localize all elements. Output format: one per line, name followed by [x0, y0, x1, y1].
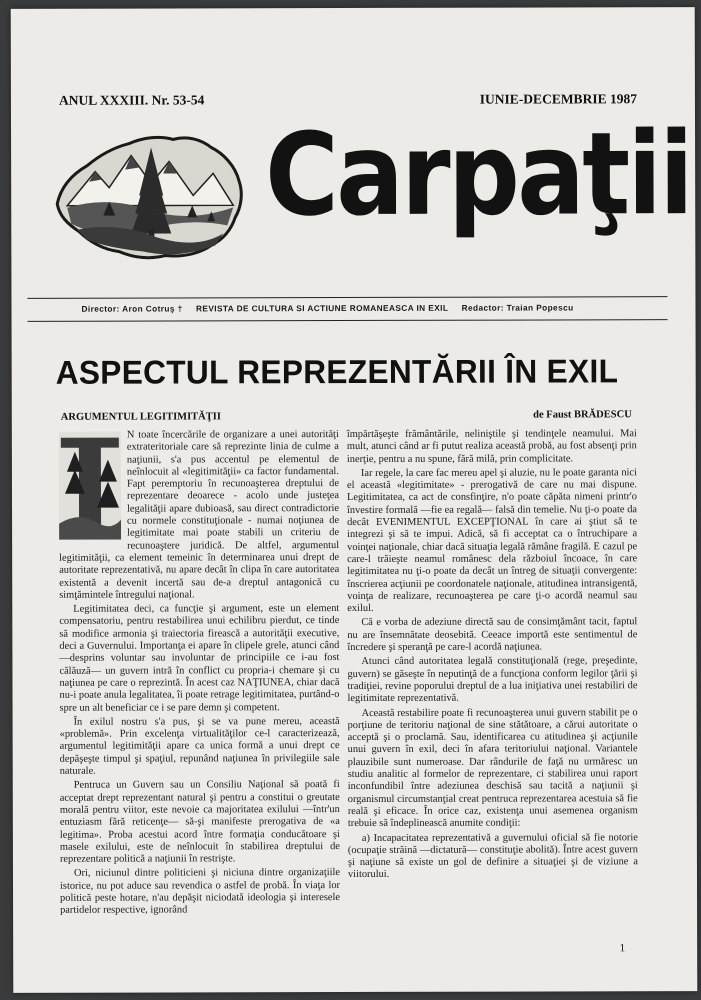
- masthead-bottom-rule: [28, 319, 668, 322]
- masthead-top-rule: [27, 296, 667, 299]
- issue-date: IUNIE-DECEMBRIE 1987: [479, 91, 637, 107]
- paragraph: În exilul nostru s'a pus, şi se va pune mereu, această «problemă». Prin excelenţa virtualităţilor ce-l caracterizează, argumentul legitimităţii apare ca unica formă a unui drept ce depăşeşte timpul şi spaţiul, repunând naţiunea în privilegiile sale naturale.: [59, 715, 340, 777]
- director-credit: Director: Aron Cotruş †: [81, 303, 183, 314]
- paragraph: Această restabilire poate fi recunoaşterea unui guvern stabilit pe o porţiune de teritoriu naţional de sine stătătoare, a cărui autoritate o acceptă şi o proclamă. Sau, identificarea cu atitudinea şi acţiunile unui guvern în exil, deci în afara teritoriului naţional. Variantele plauzibile sunt numeroase. Dar rândurile de faţă nu urmăresc un studiu analitic al formelor de reprezentare, ci stabilirea unui raport inconfundibil între adeziunea deschisă sau tacită a naţiunii şi organismul circumstanţial creat pentruca reprezentarea acestuia să fie reală şi eficace. În orice caz, existenţa unui asemenea organism trebuie să îndeplinească anumite condiţii:: [347, 706, 638, 830]
- newspaper-page: [11, 7, 698, 993]
- paragraph: N toate încercările de organizare a unei autorităţi extrateritoriale care să reprezinte linia de culme a naţiunii, s'a pus accentul pe elementul de neînlocuit al «legitimităţii» ca factor fundamental. Fapt peremptoriu în recunoaşterea dreptului de reprezentare deoarece - acolo unde justeţea legalităţii apare dubioasă, sau direct contradictorie cu normele constituţionale - numai noţiunea de legitimitate mai poate stabili un criteriu de recunoaştere juridică. De altfel, argumentul legitimităţii, ca element temeinic în determinarea unui drept de autoritate reprezentativă, nu apare decât în clipa în care autoritatea existentă a devenit incertă sau de-a dreptul antagonică cu simţămintele întregului naţional.: [59, 429, 340, 601]
- publication-title: Carpaţii: [264, 107, 692, 242]
- paragraph: Iar regele, la care fac mereu apel şi aluzie, nu le poate garanta nici el această «legitimitate» - prerogativă de care nu mai dispune. Legitimitatea, ca act de consfinţire, n'o poate căpăta nimeni printr'o învestire formală —fie ea regală— falsă din temelie. Nu ţi-o poate da decât EVENIMENTUL EXCEPŢIONAL în care ai ştiut să te integrezi şi să te impui. Adică, să fi acceptat ca o întruchipare a voinţei naţionale, chiar dacă situaţia legală rămâne fragilă. E cazul pe care-l trăieşte neamul românesc dela războiul încoace, în care legitimitatea nu ţi-o poate da decât un întreg de situaţii convergente: înscrierea acţiunii pe coordonatele naţionale, atitudinea intransigentă, voinţa de realizare, recunoaşterea pe care ţi-o acordă neamul sau exilul.: [346, 467, 638, 615]
- article-left-column: [59, 429, 340, 919]
- forest-dropcap-illustration-icon: [59, 432, 121, 540]
- article-byline: de Faust BRĂDESCU: [533, 409, 632, 421]
- paragraph: Atunci când autoritatea legală constituţională (rege, preşedinte, guvern) se găseşte în neputinţă de a funcţiona conform legilor ţării şi tradiţiei, revine poporului dreptul de a lua iniţiativa unei restabiliri de legitimitate reprezentativă.: [347, 655, 638, 705]
- paragraph: Ori, niciunul dintre politicieni şi niciuna dintre organizaţiile istorice, nu pot aduce sau revendica o astfel de probă. În viaţa lor politică peste hotare, n'au depăşit niciodată ideologia şi interesele partidelor respective, ignorând: [59, 867, 341, 917]
- article-right-column: [347, 428, 638, 883]
- article-subheading: ARGUMENTUL LEGITIMITĂŢII: [60, 411, 221, 423]
- editor-credit: Redactor: Traian Popescu: [461, 302, 574, 313]
- masthead-line: [81, 302, 573, 313]
- mountain-map-emblem-icon: [47, 125, 247, 266]
- paragraph: Pentruca un Guvern sau un Consiliu Naţional să poată fi acceptat drept reprezentant natural şi pentru a constitui o greutate morală pentru viitor, este nevoie ca majoritatea exilului —într'un entuziasm fără reticenţe— să-şi manifeste prerogativa de «a legitima». Proba acestui acord între formaţia conducătoare şi masele exilului, este de neînlocuit în stabilirea dreptului de reprezentare politică a naţiunii în restrişte.: [59, 779, 340, 865]
- masthead-tagline: REVISTA DE CULTURA SI ACTIUNE ROMANEASCA IN EXIL: [196, 302, 449, 314]
- paragraph: Legitimitatea deci, ca funcţie şi argument, este un element compensatoriu, pentru restabilirea unui echilibru pierdut, ce tinde să modifice armonia şi traiectoria firească a autorităţii executive, deci a Guvernului. Importanţa ei apare în clipele grele, atunci când —desprins voluntar sau involuntar de principiile ce i-au fost călăuză— un guvern intră în conflict cu propria-i chemare şi cu naţiunea pe care o reprezintă. În acest caz NAŢIUNEA, chiar dacă nu-i poate anula legalitatea, îi poate retrage legitimitatea, purtând-o spre un alt beneficiar ce i se pare demn şi competent.: [59, 603, 340, 714]
- paragraph: Că e vorba de adeziune directă sau de consimţământ tacit, faptul nu are însemnătate deosebită. Ceeace importă este sentimentul de încredere şi speranţă pe care-l acordă naţiunea.: [347, 616, 638, 654]
- article-headline: ASPECTUL REPREZENTĂRII ÎN EXIL: [55, 352, 619, 391]
- paragraph: a) Incapacitatea reprezentativă a guvernului oficial să fie notorie (ocupaţie străină —dictatură— constituţie abolită). Între acest guvern şi naţiune să existe un gol de definire a situaţiei şi de viziune a viitorului.: [347, 831, 638, 881]
- issue-number: ANUL XXXIII. Nr. 53-54: [58, 92, 205, 108]
- paragraph: împărtăşeşte frământările, neliniştile şi tendinţele neamului. Mai mult, atunci când ar fi putut realiza această probă, au fost absenţi prin inerţie, pentru a nu spune, fără milă, prin complicitate.: [346, 428, 637, 465]
- page-number: 1: [619, 942, 626, 955]
